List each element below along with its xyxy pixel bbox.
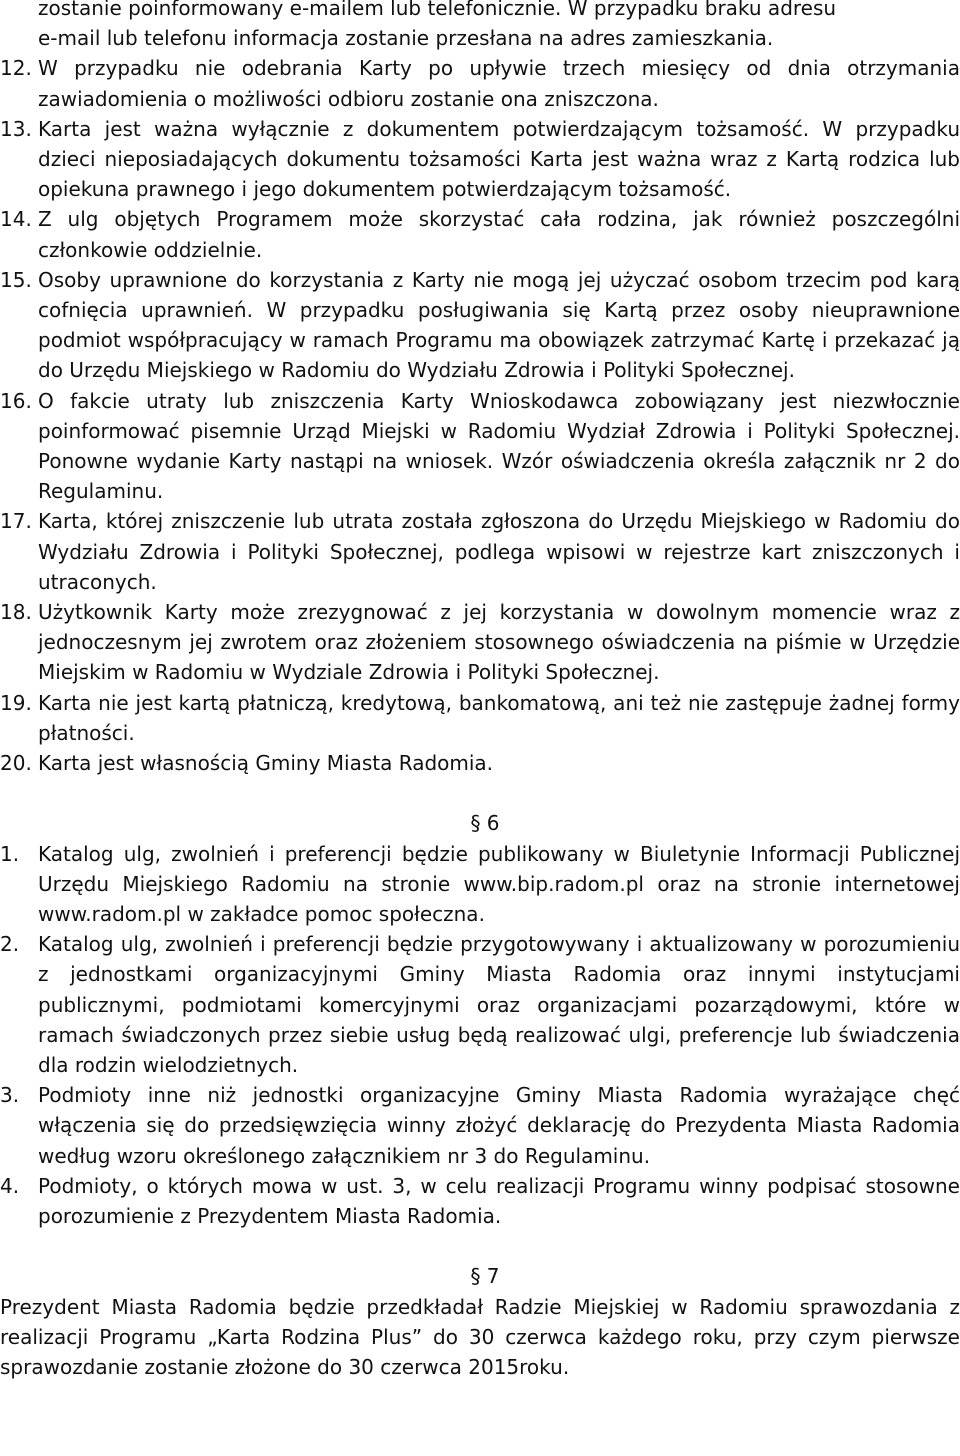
- item-number: 20.: [0, 751, 32, 776]
- list-item: [0, 506, 960, 597]
- list-item: [0, 114, 960, 205]
- item-text: W przypadku nie odebrania Karty po upływie trzech miesięcy od dnia otrzymania zawiadomienia o możliwości odbioru zostanie ona zniszczona.: [38, 56, 960, 111]
- item-text: Użytkownik Karty może zrezygnować z jej korzystania w dowolnym momencie wraz z jednoczesnym jej zwrotem oraz złożeniem stosownego oświadczenia na piśmie w Urzędzie Miejskim w Radomiu w Wydziale Zdrowia i Polityki Społecznej.: [38, 600, 960, 685]
- item-text: Z ulg objętych Programem może skorzystać cała rodzina, jak również poszczególni członkowie oddzielnie.: [38, 207, 960, 262]
- item-number: 18.: [0, 600, 32, 625]
- list-item: [0, 688, 960, 748]
- item-number: 17.: [0, 509, 32, 534]
- section-heading-6: [0, 808, 960, 838]
- item-text: Katalog ulg, zwolnień i preferencji będzie przygotowywany i aktualizowany w porozumieniu z jednostkami organizacyjnymi Gminy Miasta Radomia oraz innymi instytucjami publicznymi, podmiotami komercyjnymi oraz organizacjami pozarządowymi, które w ramach świadczonych przez siebie usług będą realizować ulgi, preferencje lub świadczenia dla rodzin wielodzietnych.: [38, 932, 960, 1078]
- list-item: [0, 748, 960, 778]
- item-number: 1.: [0, 841, 20, 866]
- item-number: 13.: [0, 116, 32, 141]
- section-heading-text: § 7: [470, 1264, 500, 1289]
- item-text: O fakcie utraty lub zniszczenia Karty Wnioskodawca zobowiązany jest niezwłocznie poinformować pisemnie Urząd Miejski w Radomiu Wydział Zdrowia i Polityki Społecznej. Ponowne wydanie Karty nastąpi na wniosek. Wzór oświadczenia określa załącznik nr 2 do Regulaminu.: [38, 388, 960, 504]
- item-number: 16.: [0, 388, 32, 413]
- item-text: Karta, której zniszczenie lub utrata została zgłoszona do Urzędu Miejskiego w Radomiu do Wydziału Zdrowia i Polityki Społecznej, podlega wpisowi w rejestrze kart zniszczonych i utraconych.: [38, 509, 960, 594]
- item-number: 4.: [0, 1173, 20, 1198]
- item-text: Karta nie jest kartą płatniczą, kredytową, bankomatową, ani też nie zastępuje żadnej formy płatności.: [38, 690, 960, 745]
- item-number: 2.: [0, 932, 20, 957]
- section-heading-text: § 6: [470, 811, 500, 836]
- list-item: [0, 597, 960, 688]
- item-number: 14.: [0, 207, 32, 232]
- continuation-line-1: zostanie poinformowany e-mailem lub telefonicznie. W przypadku braku adresu: [38, 0, 837, 20]
- list-item: [0, 265, 960, 386]
- item-text: Karta jest ważna wyłącznie z dokumentem potwierdzającym tożsamość. W przypadku dzieci nieposiadających dokumentu tożsamości Karta jest ważna wraz z Kartą rodzica lub opiekuna prawnego i jego dokumentem potwierdzającym tożsamość.: [38, 116, 960, 202]
- item-text: Osoby uprawnione do korzystania z Karty nie mogą jej użyczać osobom trzecim pod karą cofnięcia uprawnień. W przypadku posługiwania się Kartą przez osoby nieuprawnione podmiot współpracujący w ramach Programu ma obowiązek zatrzymać Kartę i przekazać ją do Urzędu Miejskiego w Radomiu do Wydziału Zdrowia i Polityki Społecznej.: [38, 267, 960, 383]
- list-item: [0, 204, 960, 264]
- item-text: Podmioty inne niż jednostki organizacyjne Gminy Miasta Radomia wyrażające chęć włączenia się do przedsięwzięcia winny złożyć deklarację do Prezydenta Miasta Radomia według wzoru określonego załącznikiem nr 3 do Regulaminu.: [38, 1083, 960, 1168]
- continuation-line-2: e-mail lub telefonu informacja zostanie przesłana na adres zamieszkania.: [38, 26, 774, 51]
- item-number: 3.: [0, 1083, 20, 1108]
- item-text: Katalog ulg, zwolnień i preferencji będzie publikowany w Biuletynie Informacji Publicznej Urzędu Miejskiego Radomiu na stronie www.bip.radom.pl oraz na stronie internetowej www.radom.pl w zakładce pomoc społeczna.: [38, 841, 960, 927]
- item-text: Podmioty, o których mowa w ust. 3, w celu realizacji Programu winny podpisać stosowne porozumienie z Prezydentem Miasta Radomia.: [38, 1173, 960, 1229]
- blank-line: [0, 778, 960, 808]
- list-item: [0, 839, 960, 930]
- list-item: [0, 53, 960, 113]
- closing-paragraph: Prezydent Miasta Radomia będzie przedkładał Radzie Miejskiej w Radomiu sprawozdania z realizacji Programu „Karta Rodzina Plus” do 30 czerwca każdego roku, przy czym pierwsze sprawozdanie zostanie złożone do 30 czerwca 2015roku.: [0, 1294, 960, 1380]
- list-item: [0, 386, 960, 507]
- item-number: 15.: [0, 267, 32, 292]
- list-item: [0, 1171, 960, 1231]
- blank-line: [0, 1231, 960, 1261]
- item-number: 19.: [0, 690, 32, 715]
- item-text: Karta jest własnością Gminy Miasta Radomia.: [38, 751, 494, 776]
- section-heading-7: [0, 1261, 960, 1291]
- list-item: [0, 929, 960, 1080]
- list-item: [0, 1080, 960, 1171]
- item-number: 12.: [0, 56, 32, 81]
